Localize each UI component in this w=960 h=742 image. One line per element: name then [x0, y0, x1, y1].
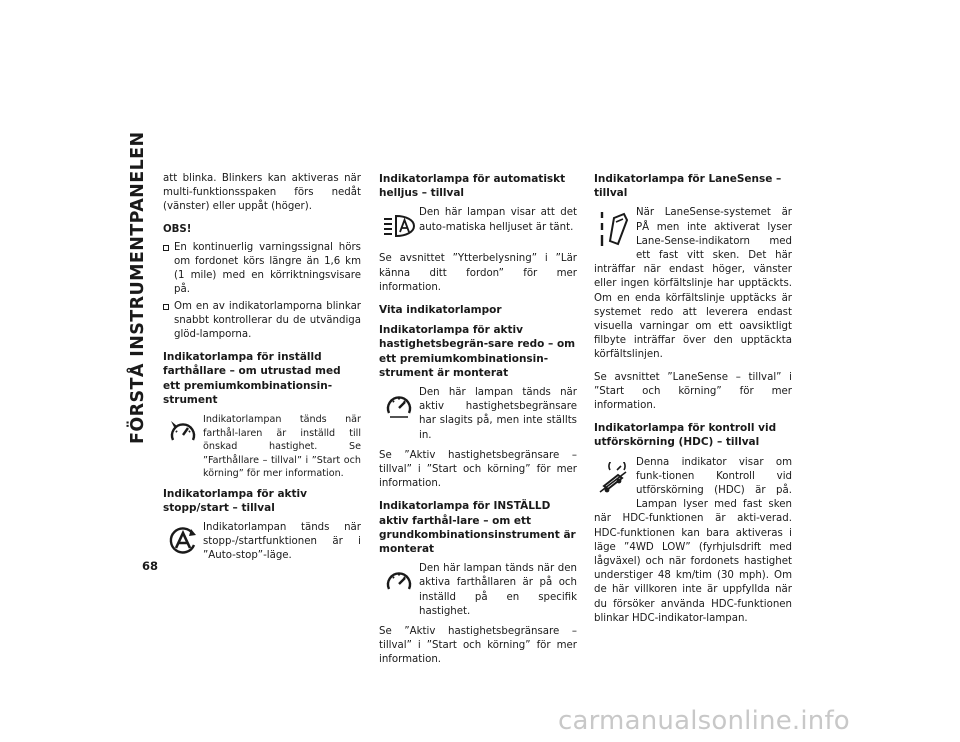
white-lamps-heading: Vita indikatorlampor [379, 304, 502, 317]
lanesense-heading: Indikatorlampa för LaneSense – tillval [594, 173, 782, 200]
list-item: Om en av indikatorlamporna blinkar snabbt kontrollerar du de utvändiga glöd-lamporna. [163, 300, 361, 343]
page-number: 68 [142, 559, 159, 573]
column-2 [379, 172, 577, 676]
watermark: carmanualsonline.info [558, 706, 850, 736]
adaptive-cruise-text: Den här lampan tänds när den aktiva farthållaren är på och inställd på en specifik hastighet. [419, 563, 577, 617]
cruise-indicator-block [163, 413, 361, 481]
speed-limiter-text: Den här lampan tänds när aktiv hastighetsbegränsare har slagits på, men inte ställts in. [419, 387, 577, 441]
auto-high-beam-text: Den här lampan visar att det auto-matiska helljuset är tänt. [419, 207, 577, 233]
cruise-control-icon [379, 562, 419, 602]
adaptive-cruise-ref: Se ”Aktiv hastighetsbegränsare – tillval” i ”Start och körning” för mer information. [379, 626, 577, 666]
note-label: OBS! [163, 223, 192, 235]
cruise-heading: Indikatorlampa för inställd farthållare – om utrustad med ett premiumkombinationsin-strument [163, 351, 341, 406]
cruise-text: Indikatorlampan tänds när farthål-laren är inställd till önskad hastighet. Se ”Farthållare – tillval” i ”Start och körning” för mer information. [203, 414, 361, 480]
stopstart-text: Indikatorlampan tänds när stopp-/startfunktionen är i ”Auto-stop”-läge. [203, 521, 361, 562]
auto-high-beam-block [379, 206, 577, 246]
list-item: En kontinuerlig varningssignal hörs om fordonet körs längre än 1,6 km (1 mile) med en körriktningsvisare på. [163, 241, 361, 298]
speed-limiter-icon [379, 386, 419, 426]
auto-stop-start-icon [163, 521, 203, 561]
hdc-heading: Indikatorlampa för kontroll vid utförskörning (HDC) – tillval [594, 422, 777, 449]
hill-descent-control-icon [594, 456, 632, 502]
lanesense-text: När LaneSense-systemet är PÅ men inte aktiverat lyser Lane-Sense-indikatorn med ett fast vitt sken. Det här inträffar när endast höger, vänster eller ingen körfältslinje har upptäckts. Om en enda körfältslinje upptäcks är systemet redo att leverera endast visuella varningar om ett oavsiktligt filbyte inträffar över den upptäckta körfältslinjen. [594, 207, 792, 361]
bullet-square-icon [163, 245, 169, 251]
intro-paragraph: att blinka. Blinkers kan aktiveras när multi-funktionsspaken förs nedåt (vänster) eller uppåt (höger). [163, 173, 361, 213]
stopstart-indicator-block [163, 521, 361, 564]
adaptive-cruise-block [379, 562, 577, 619]
lanesense-icon [594, 206, 632, 252]
lanesense-ref: Se avsnittet ”LaneSense – tillval” i ”Start och körning” för mer information. [594, 371, 792, 412]
auto-high-beam-icon [379, 206, 419, 246]
stopstart-heading: Indikatorlampa för aktiv stopp/start – tillval [163, 487, 308, 514]
column-3 [594, 172, 792, 634]
cruise-control-set-icon [163, 413, 203, 453]
auto-high-beam-heading: Indikatorlampa för automatiskt helljus – tillval [379, 173, 566, 200]
side-title-text: FÖRSTÅ INSTRUMENTPANELEN [128, 131, 148, 444]
bullet-square-icon [163, 304, 169, 310]
column-1 [163, 172, 361, 570]
auto-high-beam-ref: Se avsnittet ”Ytterbelysning” i ”Lär känna ditt fordon” för mer information. [379, 253, 577, 293]
hdc-text: Denna indikator visar om funk-tionen Kontroll vid utförskörning (HDC) är på. Lampan lyser med fast sken när HDC-funktionen är akti-verad. HDC-funktionen kan bara aktiveras i läge ”4WD LOW” (fyrhjulsdrift med lågväxel) och när fordonets hastighet understiger 48 km/tim (30 mph). Om de här villkoren inte är uppfyllda när du försöker använda HDC-funktionen blinkar HDC-indikator-lampan. [594, 456, 792, 624]
note-bullets [163, 241, 361, 342]
adaptive-cruise-heading: Indikatorlampa för INSTÄLLD aktiv farthål-lare – om ett grundkombinationsinstrument är monterat [379, 500, 576, 556]
speed-limiter-block [379, 386, 577, 443]
speed-limiter-ref: Se ”Aktiv hastighetsbegränsare – tillval” i ”Start och körning” för mer information. [379, 449, 577, 490]
speed-limiter-heading: Indikatorlampa för aktiv hastighetsbegrän-sare redo – om ett premiumkombinationsin-strument är monterat [379, 324, 576, 379]
